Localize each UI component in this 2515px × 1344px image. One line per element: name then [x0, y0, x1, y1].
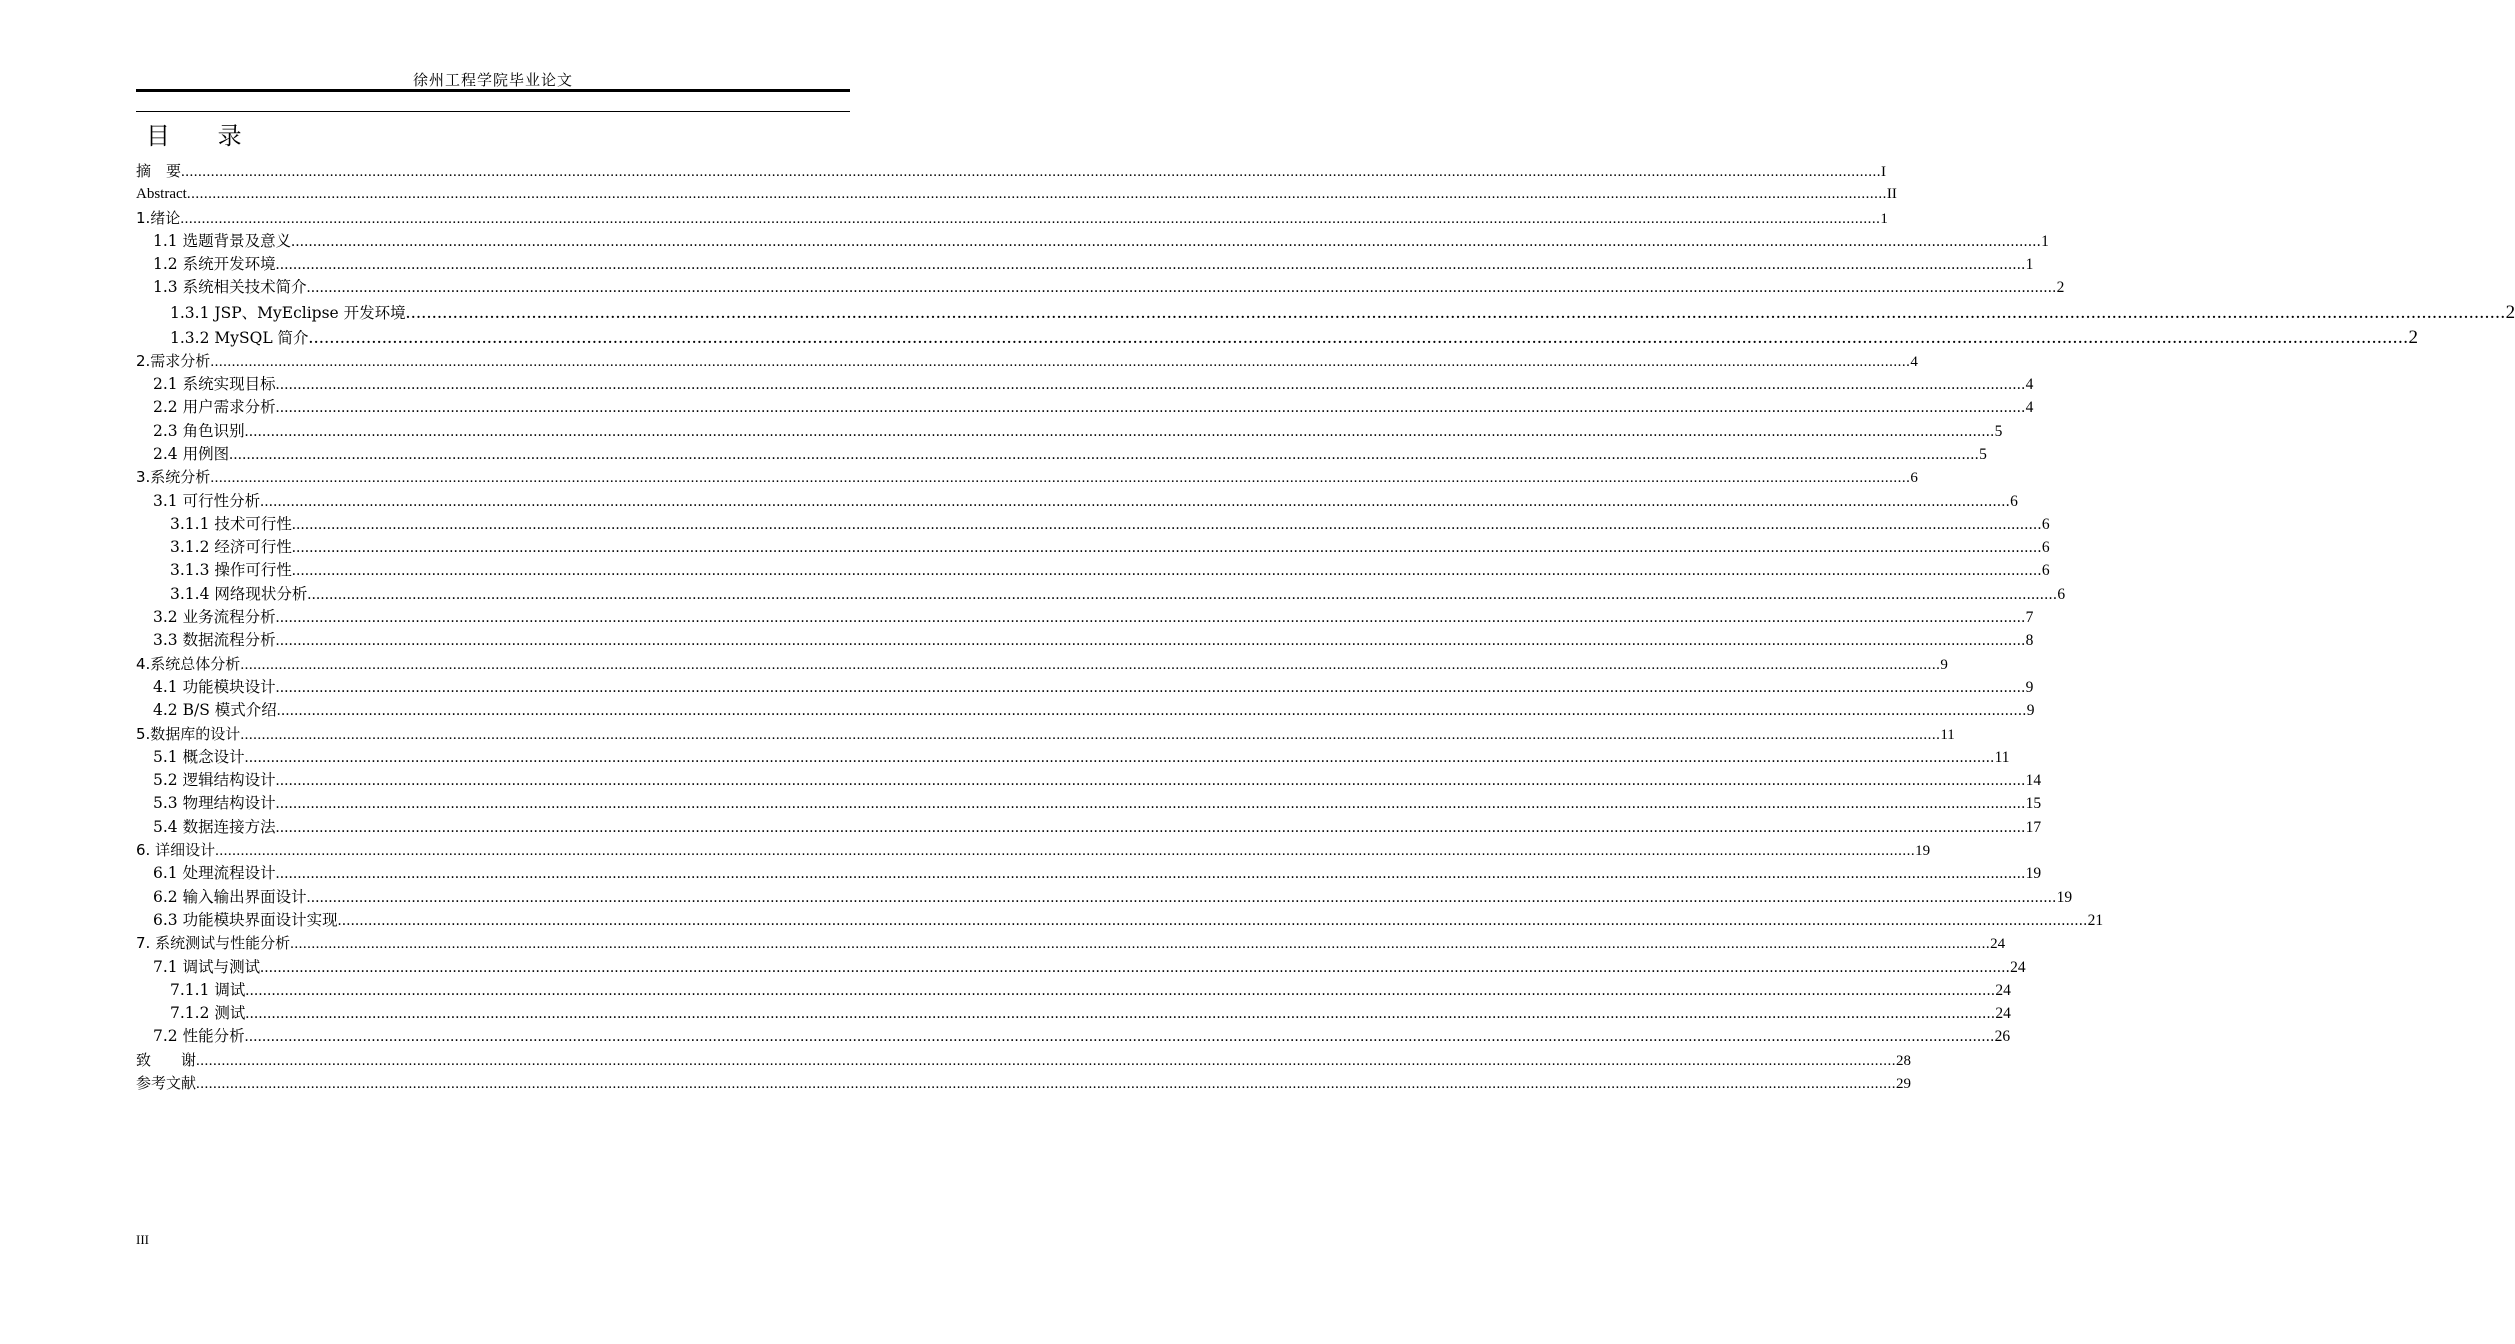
toc-dot-leader: ................................................................................................................................................................................................................................................................................................................................................................................................................ [244, 748, 1995, 766]
toc-entry-label: 5.1 概念设计 [153, 747, 245, 766]
toc-dot-leader: ................................................................................................................................................................................................................................................................................................................................................................................................................ [240, 726, 1941, 743]
toc-entry[interactable] [136, 160, 1887, 183]
toc-entry[interactable] [136, 723, 1955, 746]
toc-entry-label: 3.1.3 操作可行性 [170, 561, 292, 580]
toc-entry-page: 1 [2041, 232, 2049, 250]
toc-entry-label: 6.3 功能模块界面设计实现 [153, 910, 338, 929]
toc-entry-page: 1 [2025, 256, 2034, 274]
toc-dot-leader: ................................................................................................................................................................................................................................................................................................................................................................................................................ [275, 632, 2026, 650]
toc-entry[interactable] [136, 513, 2050, 536]
toc-entry[interactable] [136, 862, 2042, 885]
toc-dot-leader: ................................................................................................................................................................................................................................................................................................................................................................................................................ [291, 539, 2042, 557]
toc-dot-leader: ................................................................................................................................................................................................................................................................................................................................................................................................................ [275, 399, 2026, 417]
toc-entry[interactable] [136, 559, 2050, 582]
toc-entry-page: 24 [1990, 936, 2006, 953]
toc-entry-label: 1.绪论 [136, 208, 181, 227]
toc-dot-leader: ................................................................................................................................................................................................................................................................................................................................................................................................................ [229, 445, 1980, 463]
toc-dot-leader: ................................................................................................................................................................................................................................................................................................................................................................................................................ [260, 958, 2011, 976]
toc-entry-label: 3.1.1 技术可行性 [170, 514, 292, 533]
toc-dot-leader: ................................................................................................................................................................................................................................................................................................................................................................................................................ [245, 981, 1996, 999]
toc-entry-page: 9 [1940, 656, 1948, 673]
toc-entry[interactable] [136, 1072, 1912, 1095]
toc-entry-label: 3.1 可行性分析 [153, 491, 261, 510]
toc-entry[interactable] [136, 792, 2042, 815]
toc-entry-page: 11 [1994, 748, 2010, 766]
toc-dot-leader: ................................................................................................................................................................................................................................................................................................................................................................................................................ [275, 865, 2026, 883]
toc-entry-label: 1.3 系统相关技术简介 [153, 278, 307, 297]
toc-dot-leader: ................................................................................................................................................................................................................................................................................................................................................................................................................ [275, 609, 2026, 627]
toc-entry-page: 15 [2025, 795, 2042, 813]
toc-entry-page: 8 [2025, 632, 2034, 650]
toc-entry[interactable] [136, 746, 2010, 769]
toc-dot-leader: ................................................................................................................................................................................................................................................................................................................................................................................................................ [290, 936, 1991, 953]
toc-entry-label: 7. 系统测试与性能分析 [136, 934, 291, 953]
toc-entry-page: I [1881, 164, 1887, 180]
toc-entry-label: 5.2 逻辑结构设计 [153, 771, 276, 790]
toc-entry[interactable] [136, 769, 2042, 792]
toc-dot-leader: ................................................................................................................................................................................................................................................................................................................................................................................................................ [291, 515, 2042, 533]
toc-entry-page: 9 [2025, 678, 2034, 696]
toc-dot-leader: ................................................................................................................................................................................................................................................................................................................................................................................................................ [291, 232, 2042, 250]
toc-dot-leader: ................................................................................................................................................................................................................................................................................................................................................................................................................ [405, 301, 2506, 323]
toc-entry[interactable] [136, 207, 1888, 230]
toc-dot-leader: ................................................................................................................................................................................................................................................................................................................................................................................................................ [180, 210, 1881, 227]
toc-entry-page: 29 [1896, 1075, 1912, 1092]
toc-entry[interactable] [136, 653, 1948, 676]
toc-entry[interactable] [136, 606, 2034, 629]
toc-dot-leader: ................................................................................................................................................................................................................................................................................................................................................................................................................ [196, 1052, 1897, 1069]
toc-dot-leader: ................................................................................................................................................................................................................................................................................................................................................................................................................ [308, 326, 2409, 348]
toc-entry-page: 4 [1910, 353, 1918, 370]
toc-dot-leader: ................................................................................................................................................................................................................................................................................................................................................................................................................ [260, 492, 2011, 510]
toc-entry-label: 3.系统分析 [136, 468, 211, 487]
toc-entry-page: 17 [2025, 818, 2042, 836]
toc-entry-label: 3.1.2 经济可行性 [170, 538, 292, 557]
toc-entry-label: 致 谢 [136, 1050, 197, 1069]
toc-entry-page: 6 [2057, 585, 2066, 603]
toc-entry[interactable] [136, 676, 2034, 699]
toc-entry[interactable] [136, 583, 2066, 606]
toc-dot-leader: ................................................................................................................................................................................................................................................................................................................................................................................................................ [181, 164, 1882, 180]
toc-entry-page: II [1886, 186, 1897, 203]
toc-entry-page: 24 [1995, 1005, 2011, 1023]
toc-dot-leader: ................................................................................................................................................................................................................................................................................................................................................................................................................ [275, 678, 2026, 696]
header-rule-thick [136, 89, 850, 92]
toc-entry[interactable] [136, 1025, 2011, 1048]
toc-entry[interactable] [136, 816, 2042, 839]
toc-entry-label: 1.3.1 JSP、MyEclipse 开发环境 [170, 303, 406, 322]
toc-entry-page: 5 [1994, 422, 2003, 440]
toc-entry[interactable] [136, 839, 1931, 862]
toc-entry-label: 6.1 处理流程设计 [153, 864, 276, 883]
toc-dot-leader: ................................................................................................................................................................................................................................................................................................................................................................................................................ [275, 376, 2026, 394]
toc-dot-leader: ................................................................................................................................................................................................................................................................................................................................................................................................................ [306, 888, 2057, 906]
toc-dot-leader: ................................................................................................................................................................................................................................................................................................................................................................................................................ [196, 1075, 1897, 1092]
toc-entry-label: 摘 要 [136, 162, 182, 180]
toc-entry[interactable] [136, 253, 2034, 276]
toc-entry[interactable] [136, 956, 2026, 979]
toc-entry-label: 2.1 系统实现目标 [153, 375, 276, 394]
toc-entry-page: 2 [2408, 326, 2419, 348]
toc-entry[interactable] [136, 396, 2034, 419]
toc-dot-leader: ................................................................................................................................................................................................................................................................................................................................................................................................................ [244, 1028, 1995, 1046]
toc-entry[interactable] [136, 699, 2035, 722]
toc-entry-page: 19 [1915, 843, 1931, 860]
toc-entry-page: 19 [2025, 865, 2042, 883]
toc-dot-leader: ................................................................................................................................................................................................................................................................................................................................................................................................................ [275, 772, 2026, 790]
toc-dot-leader: ................................................................................................................................................................................................................................................................................................................................................................................................................ [186, 186, 1887, 203]
toc-dot-leader: ................................................................................................................................................................................................................................................................................................................................................................................................................ [306, 279, 2057, 297]
toc-entry-label: 3.3 数据流程分析 [153, 631, 276, 650]
header-rule-thin [136, 111, 850, 112]
toc-entry[interactable] [136, 183, 1897, 206]
toc-entry-label: 5.4 数据连接方法 [153, 817, 276, 836]
toc-entry-label: 3.1.4 网络现状分析 [170, 584, 308, 603]
toc-dot-leader: ................................................................................................................................................................................................................................................................................................................................................................................................................ [245, 1005, 1996, 1023]
toc-entry-page: 5 [1979, 445, 1987, 463]
toc-dot-leader: ................................................................................................................................................................................................................................................................................................................................................................................................................ [275, 818, 2026, 836]
toc-entry-label: 7.2 性能分析 [153, 1027, 245, 1046]
toc-entry[interactable] [136, 909, 2104, 932]
toc-entry-page: 6 [2041, 515, 2050, 533]
toc-entry-page: 19 [2056, 888, 2073, 906]
toc-entry-page: 6 [2010, 492, 2018, 510]
toc-entry-label: 2.需求分析 [136, 351, 211, 370]
toc-entry-page: 6 [2041, 539, 2050, 557]
toc-entry-page: 11 [1940, 726, 1955, 743]
toc-entry[interactable] [136, 230, 2049, 253]
toc-entry-label: 4.系统总体分析 [136, 654, 241, 673]
toc-entry[interactable] [136, 300, 2515, 325]
toc-entry-page: 28 [1896, 1052, 1912, 1069]
toc-entry[interactable] [136, 490, 2018, 513]
toc-entry-label: 6.2 输入输出界面设计 [153, 887, 307, 906]
toc-dot-leader: ................................................................................................................................................................................................................................................................................................................................................................................................................ [210, 353, 1911, 370]
toc-entry[interactable] [136, 979, 2011, 1002]
toc-entry-page: 24 [1995, 981, 2011, 999]
toc-entry-page: 6 [2041, 562, 2050, 580]
toc-entry[interactable] [136, 443, 1987, 466]
toc-entry-label: 2.2 用户需求分析 [153, 398, 276, 417]
toc-dot-leader: ................................................................................................................................................................................................................................................................................................................................................................................................................ [337, 911, 2088, 929]
toc-entry-label: 1.1 选题背景及意义 [153, 231, 292, 250]
toc-entry-label: 7.1.1 调试 [170, 980, 246, 999]
toc-title: 目 录 [146, 122, 242, 150]
toc-entry-label: 4.2 B/S 模式介绍 [153, 701, 277, 720]
toc-entry-label: 1.2 系统开发环境 [153, 255, 276, 274]
toc-entry-label: 参考文献 [136, 1073, 197, 1092]
toc-entry-page: 4 [2025, 399, 2034, 417]
toc-entry-label: Abstract [136, 186, 187, 203]
toc-entry-label: 6. 详细设计 [136, 841, 216, 860]
toc-dot-leader: ................................................................................................................................................................................................................................................................................................................................................................................................................ [240, 656, 1941, 673]
toc-entry[interactable] [136, 373, 2034, 396]
toc-entry-page: 6 [1910, 470, 1918, 487]
toc-dot-leader: ................................................................................................................................................................................................................................................................................................................................................................................................................ [307, 585, 2058, 603]
toc-entry-page: 2 [2056, 279, 2065, 297]
toc-dot-leader: ................................................................................................................................................................................................................................................................................................................................................................................................................ [275, 795, 2026, 813]
toc-entry-page: 24 [2010, 958, 2026, 976]
running-header: 徐州工程学院毕业论文 [412, 71, 573, 89]
table-of-contents [136, 160, 2515, 1095]
toc-dot-leader: ................................................................................................................................................................................................................................................................................................................................................................................................................ [215, 843, 1916, 860]
toc-entry-label: 5.数据库的设计 [136, 724, 241, 743]
toc-entry[interactable] [136, 1049, 1912, 1072]
toc-entry-label: 1.3.2 MySQL 简介 [170, 328, 309, 347]
toc-entry[interactable] [136, 466, 1918, 489]
toc-entry-page: 9 [2026, 702, 2035, 720]
toc-entry-page: 21 [2087, 911, 2104, 929]
toc-entry-label: 5.3 物理结构设计 [153, 794, 276, 813]
toc-entry-page: 1 [1880, 210, 1888, 227]
toc-entry-page: 7 [2025, 609, 2034, 627]
toc-dot-leader: ................................................................................................................................................................................................................................................................................................................................................................................................................ [276, 702, 2027, 720]
toc-entry[interactable] [136, 276, 2065, 299]
toc-entry-label: 2.3 角色识别 [153, 421, 245, 440]
toc-entry-label: 4.1 功能模块设计 [153, 677, 276, 696]
toc-entry[interactable] [136, 629, 2034, 652]
toc-entry-label: 3.2 业务流程分析 [153, 608, 276, 627]
toc-entry-label: 7.1 调试与测试 [153, 957, 261, 976]
toc-entry-page: 26 [1994, 1028, 2011, 1046]
toc-entry-page: 4 [2025, 376, 2034, 394]
toc-entry-label: 7.1.2 测试 [170, 1004, 246, 1023]
toc-dot-leader: ................................................................................................................................................................................................................................................................................................................................................................................................................ [291, 562, 2042, 580]
toc-entry[interactable] [136, 932, 2006, 955]
toc-entry-page: 14 [2025, 772, 2042, 790]
toc-dot-leader: ................................................................................................................................................................................................................................................................................................................................................................................................................ [210, 470, 1911, 487]
toc-entry[interactable] [136, 536, 2050, 559]
toc-entry-page: 2 [2505, 301, 2515, 323]
toc-entry[interactable] [136, 325, 2419, 350]
toc-dot-leader: ................................................................................................................................................................................................................................................................................................................................................................................................................ [275, 256, 2026, 274]
toc-entry[interactable] [136, 420, 2003, 443]
toc-entry[interactable] [136, 886, 2073, 909]
toc-entry[interactable] [136, 1002, 2011, 1025]
toc-entry-label: 2.4 用例图 [153, 444, 230, 463]
toc-dot-leader: ................................................................................................................................................................................................................................................................................................................................................................................................................ [244, 422, 1995, 440]
page-number: III [136, 1232, 149, 1247]
toc-entry[interactable] [136, 350, 1918, 373]
